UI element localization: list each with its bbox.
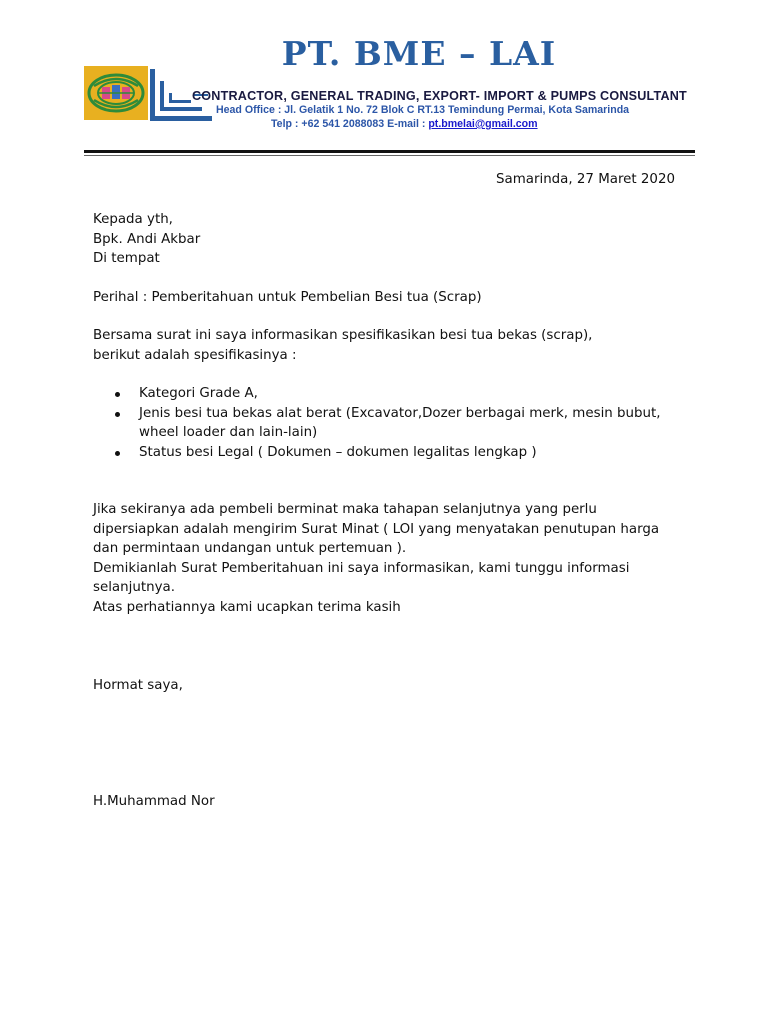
recipient-block (93, 210, 200, 269)
closing-line: Jika sekiranya ada pembeli berminat maka tahapan selanjutnya yang perlu (93, 502, 597, 517)
letter-date: Samarinda, 27 Maret 2020 (496, 172, 675, 187)
spec-item (93, 404, 673, 443)
letterhead-divider-thin (84, 155, 695, 156)
salutation: Hormat saya, (93, 678, 183, 693)
bullet-icon (115, 412, 120, 417)
closing-line: dan permintaan undangan untuk pertemuan ). (93, 541, 407, 556)
spec-list (93, 384, 673, 462)
intro-paragraph (93, 326, 592, 365)
company-address: Head Office : Jl. Gelatik 1 No. 72 Blok C RT.13 Temindung Permai, Kota Samarinda (216, 104, 630, 116)
closing-line: Atas perhatiannya kami ucapkan terima kasih (93, 599, 401, 615)
spec-text: Status besi Legal ( Dokumen – dokumen legalitas lengkap ) (139, 444, 537, 460)
signatory-name: H.Muhammad Nor (93, 794, 215, 809)
closing-line: selanjutnya. (93, 580, 175, 595)
contact-phone: Telp : +62 541 2088083 E-mail : (271, 118, 429, 130)
bullet-icon (115, 451, 120, 456)
spec-item (93, 443, 673, 463)
recipient-location: Di tempat (93, 251, 160, 266)
company-tagline: CONTRACTOR, GENERAL TRADING, EXPORT- IMPORT & PUMPS CONSULTANT (192, 89, 687, 103)
spec-item (93, 384, 673, 404)
spec-text: Jenis besi tua bekas alat berat (Excavator,Dozer berbagai merk, mesin bubut, wheel loader dan lain-lain) (139, 405, 661, 440)
company-title: PT. BME – LAI (281, 34, 557, 73)
letterhead (0, 0, 768, 160)
letterhead-divider (84, 150, 695, 153)
letter-subject: Perihal : Pemberitahuan untuk Pembelian Besi tua (Scrap) (93, 290, 482, 305)
intro-line: Bersama surat ini saya informasikan spesifikasikan besi tua bekas (scrap), (93, 328, 593, 343)
spec-text: Kategori Grade A, (139, 386, 258, 401)
company-contact (271, 118, 538, 130)
bullet-icon (115, 392, 120, 397)
contact-email-link[interactable]: pt.bmelai@gmail.com (428, 118, 538, 130)
recipient-greeting: Kepada yth, (93, 212, 173, 227)
recipient-name: Bpk. Andi Akbar (93, 231, 201, 247)
intro-line: berikut adalah spesifikasinya : (93, 347, 297, 363)
closing-paragraph (93, 500, 659, 617)
closing-line: Demikianlah Surat Pemberitahuan ini saya informasikan, kami tunggu informasi (93, 560, 630, 576)
closing-line: dipersiapkan adalah mengirim Surat Minat ( LOI yang menyatakan penutupan harga (93, 521, 660, 537)
company-emblem-icon (84, 66, 148, 120)
